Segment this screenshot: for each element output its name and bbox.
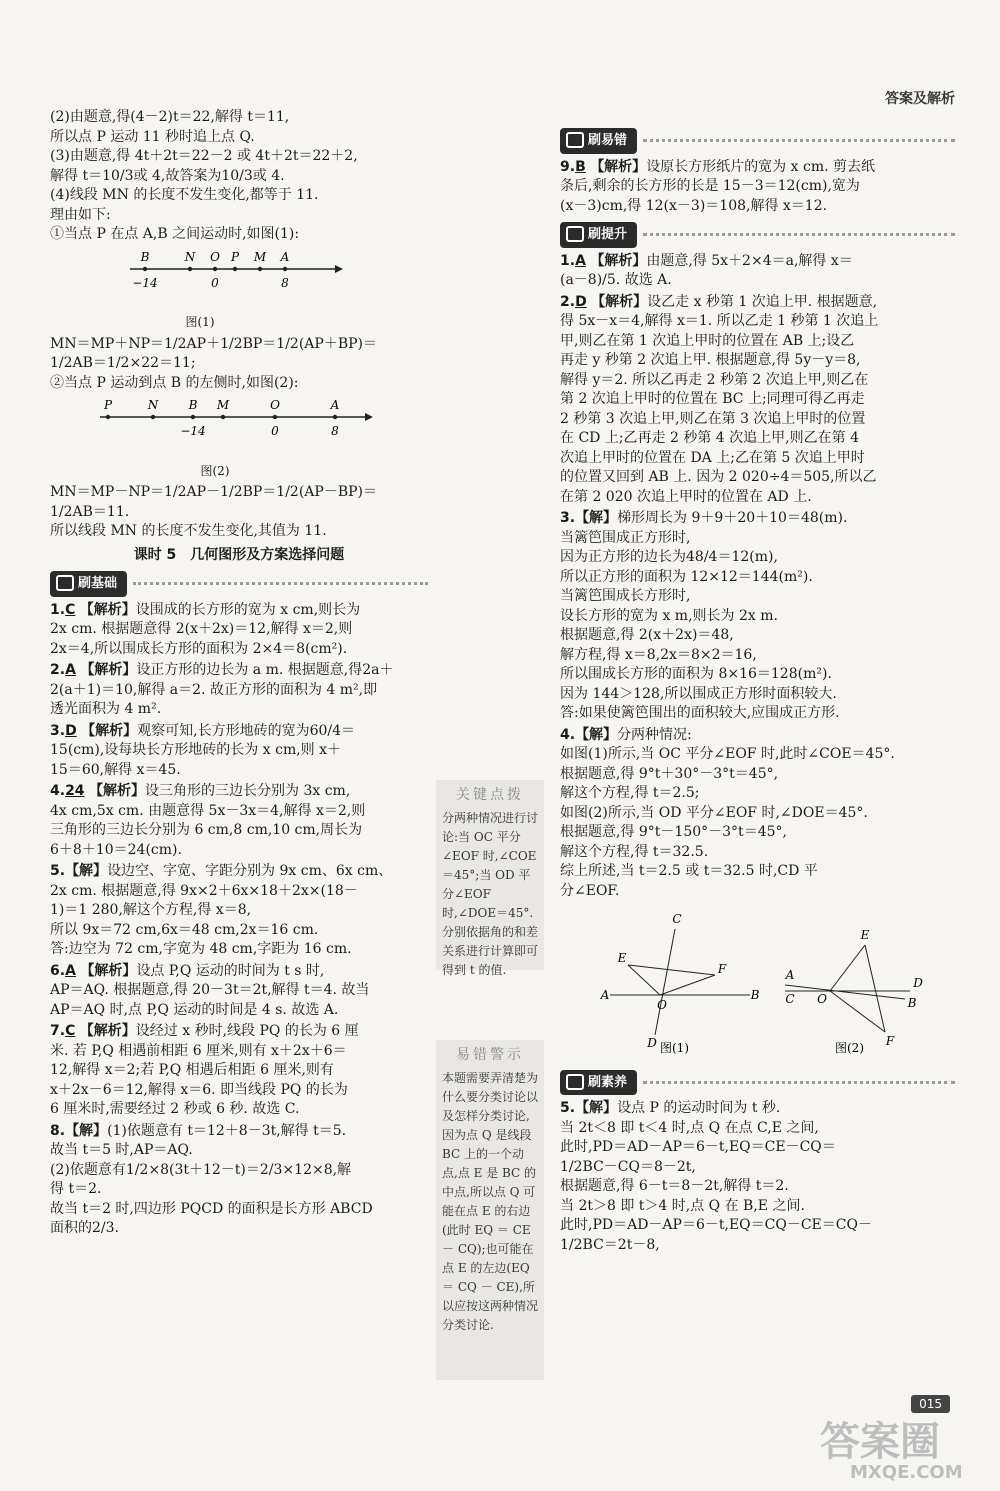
item-number: 3. (560, 510, 576, 526)
angle-point-label: C (672, 912, 682, 926)
point-label: B (140, 249, 150, 264)
item-text: (x－3)cm,得 12(x－3)＝108,解得 x＝12. (560, 197, 828, 214)
tick-label: −14 (180, 424, 206, 438)
item-text: 如图(1)所示,当 OC 平分∠EOF 时,此时∠COE＝45°. (560, 746, 895, 762)
number-line-point (283, 266, 287, 270)
item-text: 1/2BC＝2t－8, (560, 1236, 660, 1253)
text-line: 1/2AB＝1/2×22＝11; (50, 355, 196, 371)
item-text: 解这个方程,得 t＝32.5. (560, 843, 709, 860)
item-number: 2. (50, 662, 66, 678)
text-line: 1/2AB＝11. (50, 503, 130, 520)
item-tag: 【解】 (575, 726, 618, 743)
item-text: 故当 t＝5 时,AP＝AQ. (50, 1142, 193, 1158)
item-tag: 【解析】 (80, 662, 137, 678)
answer-item (560, 509, 955, 724)
point-label: A (280, 249, 290, 264)
left-column (50, 108, 428, 1241)
answer-item-first-line (50, 722, 428, 742)
item-text: (2)依题意有1/2×8(3t＋12－t)＝2/3×12×8,解 (50, 1161, 352, 1178)
item-number: 1. (560, 252, 576, 269)
text-line: MN＝MP－NP＝1/2AP－1/2BP＝1/2(AP－BP)＝ (50, 484, 378, 500)
item-answer: B (575, 158, 586, 175)
item-text: 三角形的三边长分别为 6 cm,8 cm,10 cm,周长为 (50, 822, 363, 838)
watermark-logo: 答案圈 (820, 1419, 940, 1465)
item-answer: A (65, 962, 76, 979)
item-text: 所以围成长方形的面积为 8×16＝128(m²). (560, 666, 832, 682)
text-line: 所以点 P 运动 11 秒时追上点 Q. (50, 128, 255, 145)
item-answer: D (575, 293, 587, 310)
number-line-point (333, 415, 337, 419)
item-text: 故当 t＝2 时,四边形 PQCD 的面积是长方形 ABCD (50, 1200, 373, 1217)
item-text: 所以 9x＝72 cm,6x＝48 cm,2x＝16 cm. (50, 921, 319, 938)
text-line: 解得 t＝10/3或 4,故答案为10/3或 4. (50, 167, 285, 184)
angle-point-label: A (785, 968, 795, 982)
tick-label: 0 (271, 424, 279, 438)
text-line: MN＝MP＋NP＝1/2AP＋1/2BP＝1/2(AP＋BP)＝ (50, 335, 378, 352)
item-number: 9. (560, 158, 576, 175)
left-items (50, 601, 428, 1239)
item-text: 4x cm,5x cm. 由题意得 5x－3x＝4,解得 x＝2,则 (50, 802, 366, 819)
angle-point-label: D (913, 976, 923, 990)
text-line: ②当点 P 运动到点 B 的左侧时,如图(2): (50, 374, 299, 391)
answer-item (50, 722, 428, 781)
point-label: O (270, 398, 280, 412)
answer-item-first-line (50, 962, 428, 982)
number-line-point (106, 415, 110, 419)
item-text: 根据题意,得 9°t－150°－3°t＝45°, (560, 824, 787, 840)
angle-figure-1-caption: 图(1) (660, 1041, 689, 1055)
item-text: 透光面积为 4 m². (50, 701, 162, 717)
item-text: 设三角形的三边长分别为 3x cm, (145, 783, 351, 799)
answer-item-first-line (560, 726, 955, 746)
item-text: 得 t＝2. (50, 1181, 102, 1197)
item-text: 设正方形的边长为 a m. 根据题意,得2a＋ (136, 662, 394, 678)
item-text: 答:边空为 72 cm,字宽为 48 cm,字距为 16 cm. (50, 941, 352, 957)
item-text: 当 2t＜8 即 t＜4 时,点 Q 在点 C,E 之间, (560, 1119, 819, 1136)
item-text: 所以正方形的面积为 12×12＝144(m²). (560, 568, 813, 585)
left-after-lines (50, 483, 428, 542)
item-text: 次追上甲时的位置在 DA 上;乙在第 5 次追上甲时 (560, 449, 865, 466)
item-tag: 【解析】 (79, 1023, 136, 1039)
item-text: 6 厘米时,需要经过 2 秒或 6 秒. 故选 C. (50, 1101, 300, 1117)
item-text: 15＝60,解得 x＝45. (50, 761, 181, 778)
point-label: N (147, 398, 159, 412)
number-line-point (233, 266, 237, 270)
header-title: 答案及解析 (885, 91, 955, 107)
item-text: 设经过 x 秒时,线段 PQ 的长为 6 厘 (135, 1023, 359, 1039)
item-text: 综上所述,当 t＝2.5 或 t＝32.5 时,CD 平 (560, 863, 818, 879)
answer-item-first-line (560, 293, 955, 313)
answer-item (560, 252, 955, 291)
error-warning-title: 易错警示 (456, 1047, 524, 1063)
item-answer: C (65, 601, 76, 618)
section-dots (643, 233, 955, 236)
figure-2-caption: 图(2) (200, 463, 230, 478)
angle-figures (600, 907, 955, 1064)
item-text: 6＋8＋10＝24(cm). (50, 841, 182, 858)
item-text: 当篱笆围成正方形时, (560, 529, 691, 546)
answer-item-first-line (50, 862, 428, 882)
item-tag: 【解】 (575, 1100, 618, 1116)
item-text: 条后,剩余的长方形的长是 15－3＝12(cm),宽为 (560, 178, 860, 194)
item-number: 5. (50, 863, 66, 879)
item-text: 解方程,得 x＝8,2x＝8×2＝16, (560, 646, 757, 663)
item-text: 设原长方形纸片的宽为 x cm. 剪去纸 (646, 158, 875, 175)
number-line-point (188, 266, 192, 270)
text-line: 理由如下: (50, 206, 111, 223)
item-number: 1. (50, 601, 66, 618)
angle-point-label: B (750, 988, 760, 1002)
text-line: 所以线段 MN 的长度不发生变化,其值为 11. (50, 523, 327, 539)
item-text: (a－8)/5. 故选 A. (560, 272, 672, 288)
number-line-point (273, 415, 277, 419)
item-text: 再走 y 秒第 2 次追上甲. 根据题意,得 5y－y＝8, (560, 352, 861, 368)
section-badge: 刷素养 (560, 1070, 637, 1096)
item-answer: 24 (65, 783, 85, 799)
angle-point-label: O (817, 992, 827, 1006)
right-items (560, 252, 955, 902)
answer-item (50, 1022, 428, 1120)
item-text: 12,解得 x＝2;若 P,Q 相遇后相距 6 厘米,则有 (50, 1062, 334, 1078)
item-text: 1/2BC－CQ＝8－2t, (560, 1158, 696, 1175)
angle-point-label: F (717, 962, 727, 976)
item-text: 设点 P 的运动时间为 t 秒. (617, 1100, 781, 1116)
item-tag: 【解析】 (80, 962, 137, 979)
watermark-url: MXQE.COM (850, 1462, 963, 1483)
item-number: 7. (50, 1023, 66, 1039)
number-line-point (221, 415, 225, 419)
answer-item-first-line (50, 661, 428, 681)
item-number: 4. (560, 726, 576, 743)
item-text: 分两种情况: (617, 726, 692, 743)
item-tag: 【解析】 (79, 601, 136, 618)
item-tag: 【解析】 (590, 158, 647, 175)
section-dots (643, 1081, 955, 1084)
item-text: 答:如果使篱笆围出的面积较大,应围成正方形. (560, 705, 840, 721)
item-number: 3. (50, 722, 66, 739)
item-text: 第 2 次追上甲时的位置在 BC 上;同理可得乙再走 (560, 391, 865, 407)
figure-2 (50, 395, 428, 481)
item-text: 的位置又回到 AB 上. 因为 2 020÷4＝505,所以乙 (560, 469, 877, 485)
item-text: 梯形周长为 9＋9＋20＋10＝48(m). (617, 510, 848, 526)
item-text: x＋2x－6＝12,解得 x＝6. 即当线段 PQ 的长为 (50, 1081, 348, 1098)
item-text: 15(cm),设每块长方形地砖的长为 x cm,则 x＋ (50, 742, 342, 758)
left-mid-lines (50, 335, 428, 394)
item-text: 2 秒第 3 次追上甲,则乙在第 3 次追上甲时的位置 (560, 410, 866, 427)
item-text: 因为 144＞128,所以围成正方形时面积较大. (560, 685, 837, 702)
section-header-error (560, 128, 955, 154)
point-label: P (103, 398, 113, 412)
number-line-2 (50, 395, 380, 455)
angle-point-label: F (885, 1034, 895, 1048)
point-label: P (230, 249, 240, 264)
item-text: 设围成的长方形的宽为 x cm,则长为 (135, 601, 361, 618)
item-text: 在第 2 020 次追上甲时的位置在 AD 上. (560, 488, 812, 505)
answer-item-first-line (560, 509, 955, 529)
point-label: M (253, 249, 267, 264)
point-label: B (188, 398, 198, 412)
text-line: (4)线段 MN 的长度不发生变化,都等于 11. (50, 187, 319, 203)
point-label: N (184, 249, 196, 264)
tick-label: 8 (281, 275, 289, 290)
item-text: 甲,则乙在第 1 次追上甲时的位置在 AB 上;设乙 (560, 332, 855, 349)
angle-point-label: E (860, 928, 870, 942)
error-warning-text: 本题需要弄清楚为什么要分类讨论以及怎样分类讨论,因为点 Q 是线段 BC 上的一个动点,点 E 是 BC 的中点,所以点 Q 可能在点 E 的右边(此时 EQ ＝ CE － CQ);也可能在点 E 的左边(EQ ＝ CQ － CE),所以应按这两种情况分类讨论. (442, 1071, 539, 1332)
section-badge: 刷易错 (560, 128, 637, 154)
item-text: 此时,PD＝AD－AP＝6－t,EQ＝CQ－CE＝CQ－ (560, 1217, 872, 1233)
answer-item-first-line (560, 1099, 955, 1119)
item-text: 根据题意,得 2(x＋2x)＝48, (560, 627, 734, 643)
number-line-point (258, 266, 262, 270)
item-answer: A (575, 252, 586, 269)
answer-item-first-line (560, 158, 955, 178)
item-text: 解得 y＝2. 所以乙再走 2 秒第 2 次追上甲,则乙在 (560, 371, 869, 388)
item-text: 设边空、字宽、字距分别为 9x cm、6x cm、 (107, 863, 393, 879)
item-answer: D (65, 722, 77, 739)
number-line-point (151, 415, 155, 419)
item-number: 8. (50, 1122, 66, 1139)
item-text: 2x cm. 根据题意,得 9x×2＋6x×18＋2x×(18－ (50, 882, 358, 899)
answer-item (50, 661, 428, 720)
item-text: 解这个方程,得 t＝2.5; (560, 785, 700, 801)
section-header-basic (50, 571, 428, 597)
number-line-1 (50, 247, 350, 307)
point-label: O (210, 249, 220, 264)
item-text: (1)依题意有 t＝12＋8－3t,解得 t＝5. (107, 1122, 347, 1139)
key-point-text: 分两种情况进行讨论:当 OC 平分∠EOF 时,∠COE＝45°;当 OD 平分∠EOF 时,∠DOE＝45°. 分别依据角的和差关系进行计算即可得到 t 的值. (442, 811, 539, 977)
item-text: 2x＝4,所以围成长方形的面积为 2×4＝8(cm²). (50, 640, 348, 657)
angle-point-label: D (647, 1036, 657, 1050)
item-number: 6. (50, 962, 66, 979)
item-text: 分∠EOF. (560, 882, 620, 899)
key-point-title: 关键点拨 (456, 787, 524, 803)
item-text: 根据题意,得 9°t＋30°－3°t＝45°, (560, 765, 779, 782)
answer-item-first-line (50, 782, 428, 802)
item-text: 2x cm. 根据题意得 2(x＋2x)＝12,解得 x＝2,则 (50, 621, 353, 637)
key-point-box (436, 780, 544, 977)
item-answer: A (65, 662, 76, 678)
point-label: M (216, 398, 230, 412)
item-answer: C (65, 1023, 76, 1039)
tick-label: −14 (132, 275, 158, 290)
item-tag: 【解】 (575, 510, 618, 526)
answer-item-first-line (50, 1122, 428, 1142)
item-text: 因为正方形的边长为48/4＝12(m), (560, 549, 778, 565)
section-header-improve (560, 222, 955, 248)
item-text: 1)＝1 280,解这个方程,得 x＝8, (50, 902, 252, 918)
item-text: 观察可知,长方形地砖的宽为60/4＝ (137, 722, 356, 739)
section-dots (643, 139, 955, 142)
item-text: 此时,PD＝AD－AP＝6－t,EQ＝CE－CQ＝ (560, 1139, 836, 1155)
answer-item-first-line (560, 252, 955, 272)
error-warning-box (436, 1040, 544, 1380)
section-header-literacy (560, 1070, 955, 1096)
item-tag: 【解析】 (590, 252, 647, 269)
answer-item (560, 293, 955, 508)
item-text: 根据题意,得 6－t＝8－2t,解得 t＝2. (560, 1178, 789, 1194)
item-tag: 【解】 (65, 863, 108, 879)
section-badge: 刷提升 (560, 222, 637, 248)
tick-label: 0 (211, 275, 219, 290)
item-text: 在 CD 上;乙再走 2 秒第 4 次追上甲,则乙在第 4 (560, 430, 859, 446)
item-text: 当 2t＞8 即 t＞4 时,点 Q 在 B,E 之间. (560, 1197, 805, 1214)
answer-item (50, 862, 428, 960)
item-number: 4. (50, 783, 66, 799)
answer-item (50, 601, 428, 660)
angle-point-label: E (617, 951, 627, 965)
item-tag: 【解析】 (89, 783, 145, 799)
number-line-point (213, 266, 217, 270)
item-text: 设点 P,Q 运动的时间为 t s 时, (136, 962, 325, 979)
item-5-literacy (560, 1099, 955, 1255)
angle-point-label: O (657, 998, 667, 1012)
item-text: 由题意,得 5x＋2×4＝a,解得 x＝ (646, 252, 853, 269)
item-text: 设乙走 x 秒第 1 次追上甲. 根据题意, (647, 293, 878, 310)
item-text: AP＝AQ. 根据题意,得 20－3t＝2t,解得 t＝4. 故当 (50, 982, 370, 998)
item-text: 如图(2)所示,当 OD 平分∠EOF 时,∠DOE＝45°. (560, 804, 868, 821)
item-text: 当篱笆围成长方形时, (560, 588, 691, 604)
tick-label: 8 (331, 424, 339, 438)
section-badge: 刷基础 (50, 571, 127, 597)
answer-item (560, 1099, 955, 1255)
item-text: 米. 若 P,Q 相遇前相距 6 厘米,则有 x＋2x＋6＝ (50, 1042, 347, 1059)
point-label: A (330, 398, 340, 412)
figure-1-caption: 图(1) (185, 315, 215, 329)
angle-point-label: A (600, 988, 610, 1002)
text-line: (3)由题意,得 4t＋2t＝22－2 或 4t＋2t＝22＋2, (50, 148, 358, 164)
item-text: 面积的2/3. (50, 1220, 119, 1236)
item-text: 设长方形的宽为 x m,则长为 2x m. (560, 607, 778, 624)
answer-item-first-line (50, 601, 428, 621)
item-tag: 【解析】 (591, 293, 648, 310)
item-text: 2(a＋1)＝10,解得 a＝2. 故正方形的面积为 4 m²,即 (50, 681, 378, 698)
answer-item (50, 782, 428, 860)
item-9 (560, 158, 955, 217)
left-top-lines (50, 108, 428, 245)
item-text: 得 5x－x＝4,解得 x＝1. 所以乙走 1 秒第 1 次追上 (560, 313, 879, 329)
item-tag: 【解】 (65, 1122, 108, 1139)
angle-point-label: B (907, 996, 917, 1010)
answer-item (560, 726, 955, 902)
number-line-point (143, 266, 147, 270)
answer-item (560, 158, 955, 217)
angle-figure-svg (600, 907, 960, 1057)
item-number: 2. (560, 293, 576, 310)
section-dots (133, 582, 428, 585)
answer-item (50, 962, 428, 1021)
angle-figure-2-caption: 图(2) (835, 1041, 864, 1055)
lesson-title: 课时 5 几何图形及方案选择问题 (133, 546, 345, 563)
text-line: ①当点 P 在点 A,B 之间运动时,如图(1): (50, 226, 300, 242)
item-tag: 【解析】 (81, 722, 138, 739)
number-line-point (191, 415, 195, 419)
item-text: AP＝AQ 时,点 P,Q 运动的时间是 4 s. 故选 A. (50, 1001, 339, 1018)
item-number: 5. (560, 1100, 576, 1116)
answer-item-first-line (50, 1022, 428, 1042)
angle-point-label: C (785, 992, 795, 1006)
figure-1 (50, 247, 428, 333)
page-number: 015 (911, 1395, 950, 1413)
right-column (560, 122, 955, 1257)
answer-item (50, 1122, 428, 1239)
text-line: (2)由题意,得(4－2)t＝22,解得 t＝11, (50, 109, 290, 125)
